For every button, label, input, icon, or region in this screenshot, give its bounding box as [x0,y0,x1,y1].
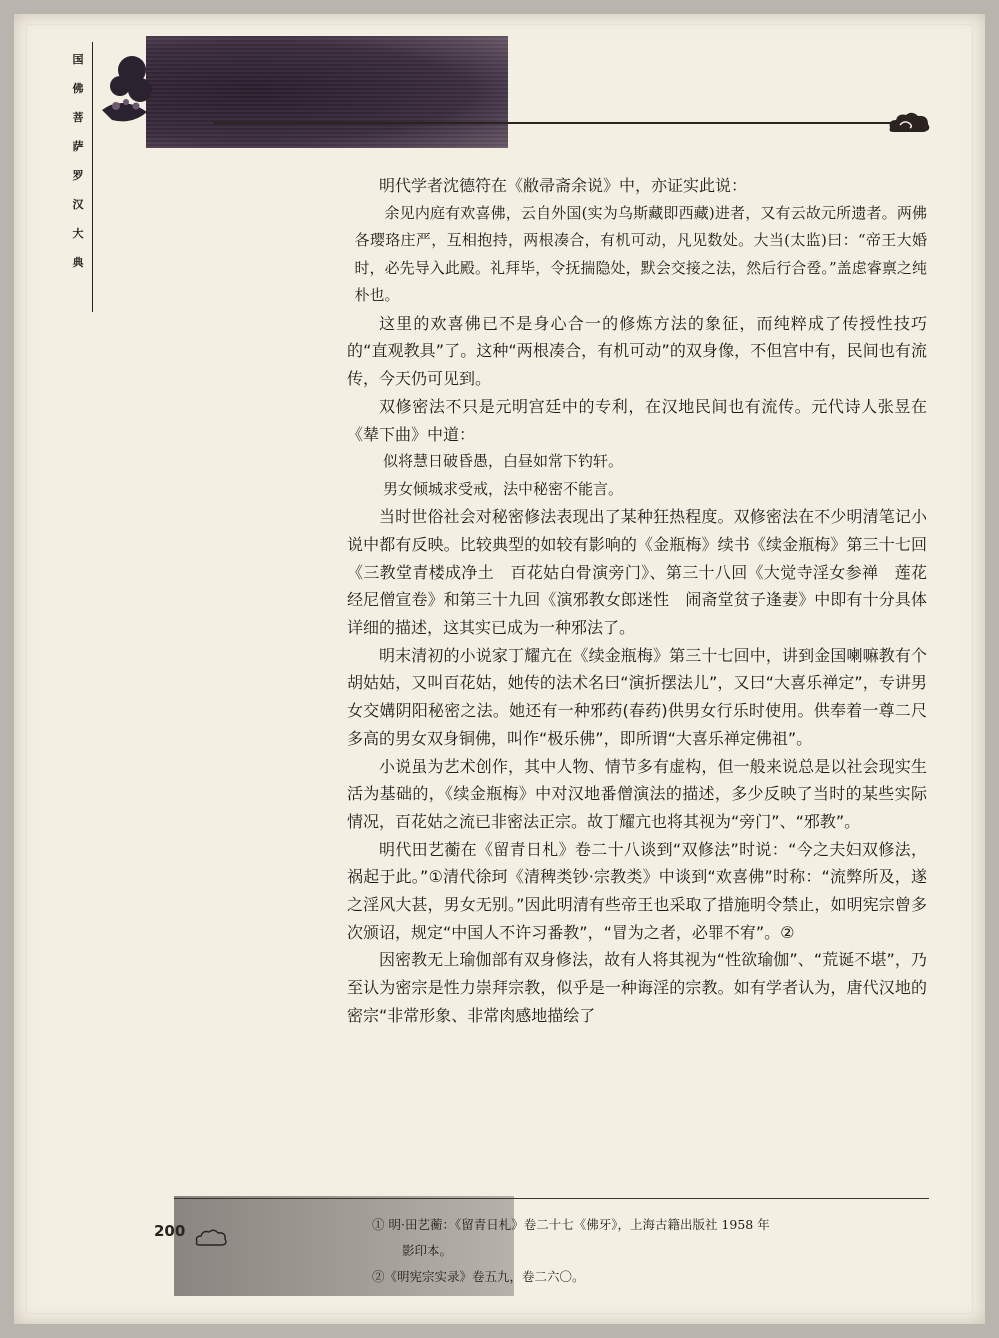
footnote-line: ① 明·田艺蘅：《留青日札》卷二十七《佛牙》，上海古籍出版社 1958 年 [372,1217,770,1232]
title-char: 国 [72,53,84,66]
side-rule [92,42,93,312]
block-quote: 余见内庭有欢喜佛，云自外国(实为乌斯藏即西藏)进者，又有云故元所遗者。两佛各璎珞庄严，互相抱持，两根凑合，有机可动，凡见数处。大当(太监)曰：“帝王大婚时，必先导入此殿。礼拜毕，令抚揣隐处，默会交接之法，然后行合卺。”盖虑睿禀之纯朴也。 [354,203,927,305]
footnote-line: 影印本。 [402,1243,453,1258]
poem-line: 似将慧日破昏愚，白昼如常下钓轩。 [383,452,624,471]
paragraph: 明代田艺蘅在《留青日札》卷二十八谈到“双修法”时说：“今之夫妇双修法，祸起于此。”①清代徐珂《清稗类钞·宗教类》中谈到“欢喜佛”时称：“流弊所及，遂之淫风大甚，男女无别。”因此明清有些帝王也采取了措施明令禁止，如明宪宗曾多次颁诏，规定“中国人不许习番教”，“冒为之者，必罪不宥”。② [347,839,927,942]
title-char: 佛 [72,82,84,95]
body-text [347,172,927,1030]
footer-rule [174,1198,929,1199]
paragraph: 明代学者沈德符在《敝帚斋余说》中，亦证实此说： [379,176,748,195]
header-rule [214,122,904,124]
book-page [14,14,985,1324]
vertical-book-title [66,54,90,286]
cloud-scroll-icon [194,1228,228,1248]
paragraph: 双修密法不只是元明宫廷中的专利，在汉地民间也有流传。元代诗人张昱在《辇下曲》中道： [347,396,927,444]
paragraph: 因密教无上瑜伽部有双身修法，故有人将其视为“性欲瑜伽”、“荒诞不堪”，乃至认为密宗是性力崇拜宗教，似乎是一种诲淫的宗教。如有学者认为，唐代汉地的密宗“非常形象、非常肉感地描绘了 [347,950,927,1025]
cloud-scroll-icon [886,110,932,136]
title-char: 菩 [72,111,84,124]
title-char: 大 [72,227,84,240]
paragraph: 明末清初的小说家丁耀亢在《续金瓶梅》第三十七回中，讲到金国喇嘛教有个胡姑姑，又叫百花姑，她传的法术名曰“演折摆法儿”，又曰“大喜乐禅定”，专讲男女交媾阴阳秘密之法。她还有一种邪药(春药)供男女行乐时使用。供奉着一尊二尺多高的男女双身铜佛，叫作“极乐佛”，即所谓“大喜乐禅定佛祖”。 [347,645,927,748]
footnote-line: ②《明宪宗实录》卷五九，卷二六〇。 [372,1269,585,1284]
title-char: 罗 [72,169,84,182]
paragraph: 当时世俗社会对秘密修法表现出了某种狂热程度。双修密法在不少明清笔记小说中都有反映。比较典型的如较有影响的《金瓶梅》续书《续金瓶梅》第三十七回《三教堂青楼成净土 百花姑白骨演旁门》、第三十八回《大觉寺淫女参禅 莲花经尼僧宣卷》和第三十九回《演邪教女郎迷性 闹斋堂贫子逢妻》中即有十分具体详细的描述，这其实已成为一种邪法了。 [347,507,927,638]
poem-line: 男女倾城求受戒，法中秘密不能言。 [383,479,624,498]
banner-texture [146,36,508,148]
header-banner [146,36,508,148]
lotus-ornament-icon [92,40,162,140]
paragraph: 小说虽为艺术创作，其中人物、情节多有虚构，但一般来说总是以社会现实生活为基础的，《续金瓶梅》中对汉地番僧演法的描述，多少反映了当时的某些实际情况，百花姑之流已非密法正宗。故丁耀亢也将其视为“旁门”、“邪教”。 [347,756,927,831]
title-char: 萨 [72,140,84,153]
paragraph: 这里的欢喜佛已不是身心合一的修炼方法的象征，而纯粹成了传授性技巧的“直观教具”了。这种“两根凑合，有机可动”的双身像，不但宫中有，民间也有流传，今天仍可见到。 [347,313,927,389]
title-char: 汉 [72,198,84,211]
page-number: 200 [154,1222,186,1240]
title-char: 典 [72,256,84,269]
footnotes [372,1212,932,1290]
